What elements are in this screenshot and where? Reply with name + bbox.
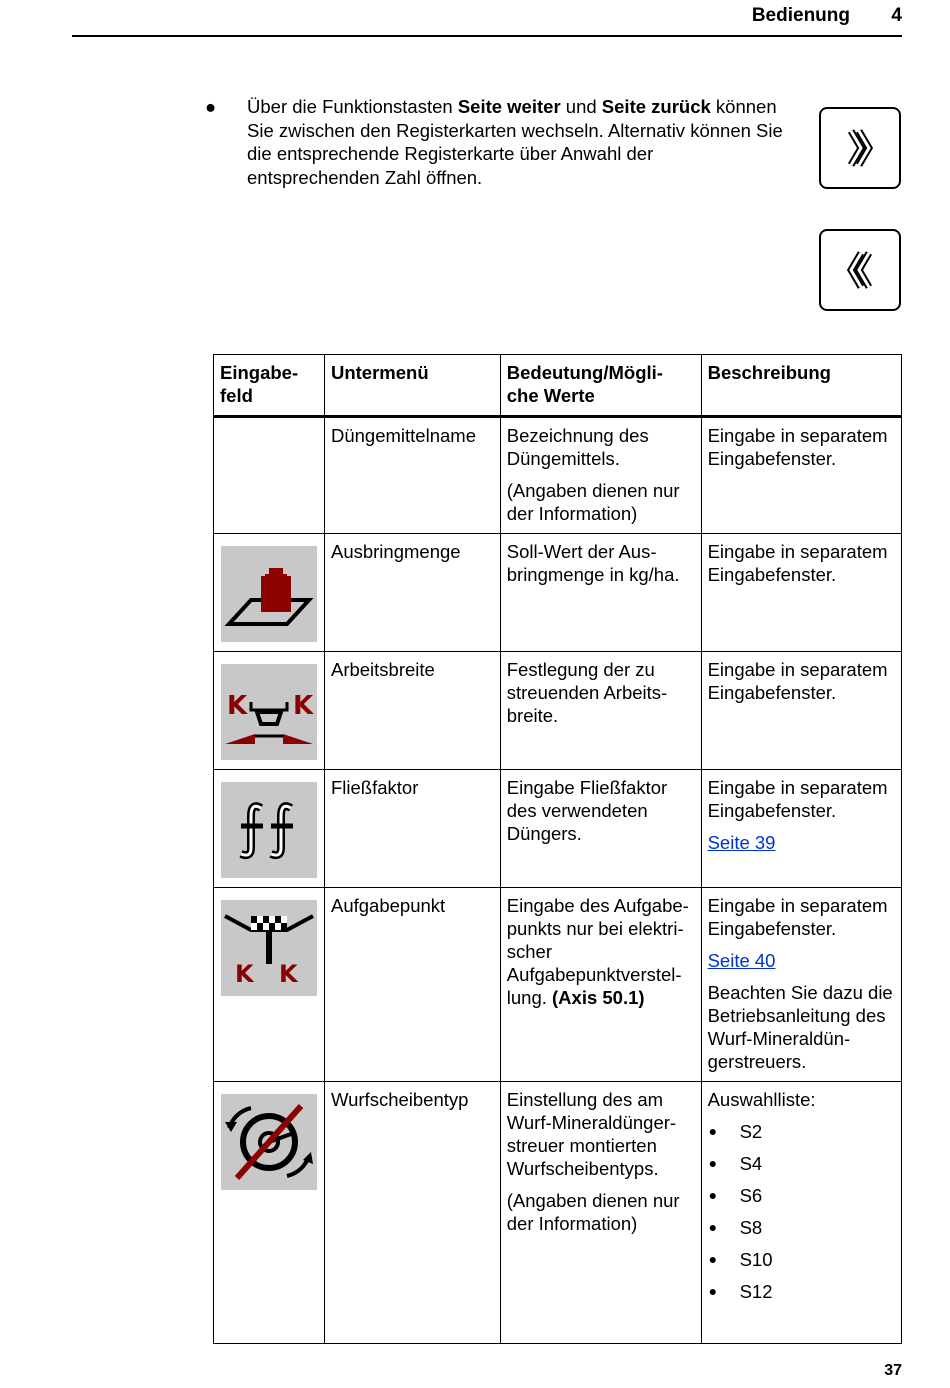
icon-cell [214,417,325,534]
page-forward-button[interactable] [819,107,901,189]
svg-text:K: K [235,960,254,988]
list-item: ● S12 [708,1280,895,1303]
spreading-disc-type-icon [221,1094,317,1190]
icon-cell [214,770,325,888]
double-chevron-left-icon [821,231,899,309]
submenu-cell: Ausbringmenge [324,534,500,652]
description-cell: Eingabe in separatem Eingabefenster. Seite 39 [701,770,901,888]
meaning-cell: Bezeichnung des Düngemittels. (Angaben dienen nur der Information) [500,417,701,534]
icon-cell [214,888,325,1082]
settings-table [213,354,902,1344]
description-cell: Eingabe in separatem Eingabefenster. Seite 40 Beachten Sie dazu die Betriebsanleitung des Wurf-Mineraldün-gerstreuers. [701,888,901,1082]
table-row [214,417,902,534]
icon-cell [214,534,325,652]
intro-text: Über die Funktionstasten Seite weiter und Seite zurück können Sie zwischen den Registerkarten wechseln. Alternativ können Sie die entsprechende Registerkarte über Anwahl der entsprechenden Zahl öffnen. [247,96,783,188]
list-item: ● S2 [708,1120,895,1143]
list-item: ● S6 [708,1184,895,1207]
chapter-number: 4 [891,5,902,26]
header-description: Beschreibung [701,355,901,417]
page-header [72,0,902,37]
icon-cell [214,652,325,770]
double-chevron-right-icon [821,109,899,187]
section-title: Bedienung [751,5,850,26]
meaning-cell: Eingabe des Aufgabe-punkts nur bei elektri-scher Aufgabepunktverstel-lung. (Axis 50.1) [500,888,701,1082]
svg-text:K: K [227,691,248,721]
description-cell: Eingabe in separatem Eingabefenster. [701,534,901,652]
page-number: 37 [884,1362,902,1379]
submenu-cell: Aufgabepunkt [324,888,500,1082]
weight-on-field-icon [221,546,317,642]
working-width-icon [221,664,317,760]
intro-paragraph [205,95,785,189]
description-cell: Auswahlliste: ● S2 ● S4 ● S6 ● S8 ● S10 ● S12 [701,1082,901,1344]
flow-factor-icon [221,782,317,878]
page-40-link[interactable]: Seite 40 [707,950,776,971]
meaning-cell: Einstellung des am Wurf-Mineraldünger-streuer montierten Wurfscheibentyps. (Angaben dienen nur der Information) [500,1082,701,1344]
svg-text:K: K [293,691,314,721]
meaning-cell: Soll-Wert der Aus-bringmenge in kg/ha. [500,534,701,652]
table-row [214,534,902,652]
svg-text:K: K [279,960,298,988]
table-row [214,652,902,770]
table-row [214,770,902,888]
description-cell: Eingabe in separatem Eingabefenster. [701,417,901,534]
table-row [214,1082,902,1344]
submenu-cell: Wurfscheibentyp [324,1082,500,1344]
header-input-field: Eingabe-feld [214,355,325,417]
page-back-button[interactable] [819,229,901,311]
drop-point-icon [221,900,317,996]
submenu-cell: Fließfaktor [324,770,500,888]
meaning-cell: Eingabe Fließfaktor des verwendeten Düngers. [500,770,701,888]
meaning-cell: Festlegung der zu streuenden Arbeits-breite. [500,652,701,770]
header-submenu: Untermenü [324,355,500,417]
table-header-row [214,355,902,417]
submenu-cell: Arbeitsbreite [324,652,500,770]
page-39-link[interactable]: Seite 39 [707,832,776,853]
disc-type-list [708,1120,895,1303]
submenu-cell: Düngemittelname [324,417,500,534]
list-item: ● S8 [708,1216,895,1239]
description-cell: Eingabe in separatem Eingabefenster. [701,652,901,770]
bullet-icon: ● [205,96,217,117]
header-meaning: Bedeutung/Mögli-che Werte [500,355,701,417]
key-name-back: Seite zurück [601,96,711,117]
key-name-forward: Seite weiter [457,96,561,117]
list-item: ● S4 [708,1152,895,1175]
icon-cell [214,1082,325,1344]
table-row [214,888,902,1082]
model-note: (Axis 50.1) [552,987,645,1008]
list-item: ● S10 [708,1248,895,1271]
